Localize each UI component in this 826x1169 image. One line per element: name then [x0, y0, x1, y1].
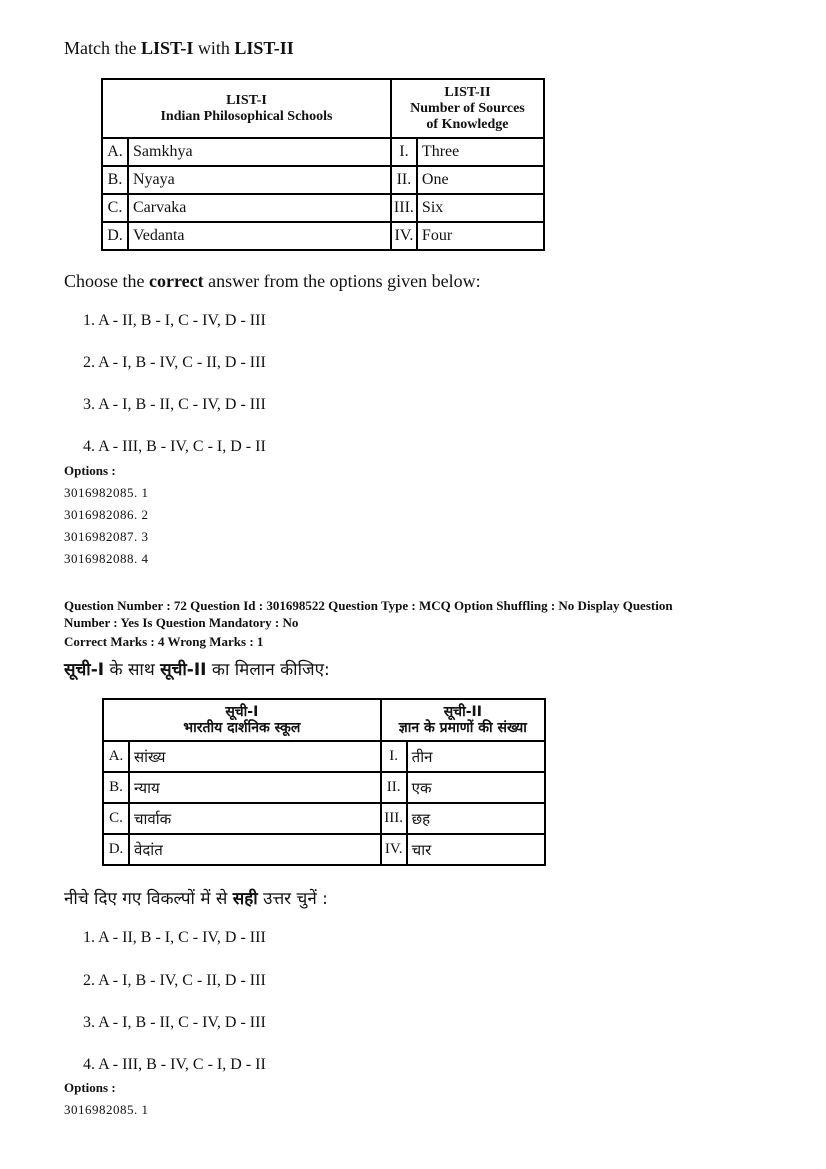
list2-item: Four: [417, 222, 544, 250]
row-numeral: III.: [381, 803, 407, 834]
instruction-text: नीचे दिए गए विकल्पों में से: [64, 889, 233, 909]
table-header-row: [103, 699, 545, 741]
q1-heading-text: Match the: [64, 38, 141, 58]
list1-item: सांख्य: [129, 741, 381, 772]
q2-heading-text: के साथ: [104, 660, 161, 680]
q1-option-id-3: 3016982087. 3: [64, 529, 149, 544]
q2-option-4: 4. A - III, B - IV, C - I, D - II: [83, 1056, 266, 1073]
q1-heading: [64, 38, 294, 59]
q1-heading-text: with: [193, 38, 235, 58]
q2-heading-list2: सूची-II: [160, 660, 207, 680]
row-letter: C.: [102, 194, 128, 222]
list1-header: [103, 699, 381, 741]
list2-header: [391, 79, 544, 138]
q2-option-id-1: 3016982085. 1: [64, 1102, 149, 1117]
list1-item: चार्वाक: [129, 803, 381, 834]
list1-subtitle: Indian Philosophical Schools: [160, 108, 333, 124]
q2-options-label: Options :: [64, 1080, 116, 1095]
q2-heading: [64, 657, 330, 680]
row-letter: A.: [102, 138, 128, 166]
row-letter: D.: [103, 834, 129, 865]
list1-header: [102, 79, 391, 138]
q2-option-2: 2. A - I, B - IV, C - II, D - III: [83, 972, 266, 989]
list1-item: Nyaya: [128, 166, 391, 194]
q1-option-2: 2. A - I, B - IV, C - II, D - III: [83, 354, 266, 371]
q2-heading-text: का मिलान कीजिए:: [206, 660, 330, 680]
list1-title: LIST-I: [226, 92, 267, 108]
row-letter: A.: [103, 741, 129, 772]
instruction-bold: सही: [232, 889, 258, 909]
row-numeral: IV.: [381, 834, 407, 865]
q2-choose-instruction: [64, 886, 328, 909]
q1-match-table: [101, 78, 545, 251]
instruction-text: उत्तर चुनें :: [257, 889, 328, 909]
question-meta-line1: Question Number : 72 Question Id : 301698522 Question Type : MCQ Option Shuffling : No Display Question: [64, 598, 673, 613]
q1-options-label: Options :: [64, 463, 116, 478]
row-numeral: II.: [391, 166, 417, 194]
q1-option-4-clip: [83, 436, 403, 454]
table-row: [103, 741, 545, 772]
list2-item: Three: [417, 138, 544, 166]
list1-title: सूची-I: [225, 704, 259, 720]
row-numeral: I.: [381, 741, 407, 772]
q2-heading-list1: सूची-I: [64, 660, 105, 680]
table-row: [102, 138, 544, 166]
q1-option-id-4: 3016982088. 4: [64, 551, 149, 566]
list1-item: न्याय: [129, 772, 381, 803]
list2-title: LIST-II: [444, 84, 491, 100]
row-numeral: IV.: [391, 222, 417, 250]
instruction-text: answer from the options given below:: [203, 271, 481, 291]
table-row: [103, 834, 545, 865]
row-letter: B.: [102, 166, 128, 194]
table-row: [102, 222, 544, 250]
list2-item: तीन: [407, 741, 545, 772]
list1-item: वेदांत: [129, 834, 381, 865]
q2-option-1: 1. A - II, B - I, C - IV, D - III: [83, 929, 266, 946]
list2-item: Six: [417, 194, 544, 222]
list2-item: One: [417, 166, 544, 194]
row-letter: D.: [102, 222, 128, 250]
list1-item: Samkhya: [128, 138, 391, 166]
list2-title: सूची-II: [443, 704, 482, 720]
table-header-row: [102, 79, 544, 138]
list2-header: [381, 699, 545, 741]
list2-subtitle: Number of Sources: [410, 100, 525, 116]
q1-option-4: 4. A - III, B - IV, C - I, D - II: [83, 438, 266, 454]
row-numeral: III.: [391, 194, 417, 222]
list2-subtitle: ज्ञान के प्रमाणों की संख्या: [398, 720, 527, 736]
q1-option-id-1: 3016982085. 1: [64, 485, 149, 500]
list1-item: Vedanta: [128, 222, 391, 250]
row-numeral: I.: [391, 138, 417, 166]
q1-heading-list2: LIST-II: [234, 38, 294, 58]
q1-heading-list1: LIST-I: [140, 38, 194, 58]
q1-option-1: 1. A - II, B - I, C - IV, D - III: [83, 312, 266, 329]
list2-item: छह: [407, 803, 545, 834]
list2-item: चार: [407, 834, 545, 865]
instruction-text: Choose the: [64, 271, 149, 291]
question-meta-line2: Number : Yes Is Question Mandatory : No: [64, 615, 299, 630]
q1-choose-instruction: [64, 271, 481, 292]
q1-option-3: 3. A - I, B - II, C - IV, D - III: [83, 396, 266, 413]
instruction-bold: correct: [149, 271, 204, 291]
row-letter: C.: [103, 803, 129, 834]
table-row: [103, 803, 545, 834]
question-meta-line3: Correct Marks : 4 Wrong Marks : 1: [64, 634, 264, 649]
list1-item: Carvaka: [128, 194, 391, 222]
list1-subtitle: भारतीय दार्शनिक स्कूल: [183, 720, 301, 736]
q1-option-id-2: 3016982086. 2: [64, 507, 149, 522]
list2-subtitle: of Knowledge: [426, 116, 509, 132]
table-row: [103, 772, 545, 803]
q2-option-3: 3. A - I, B - II, C - IV, D - III: [83, 1014, 266, 1031]
q2-match-table: [102, 698, 546, 866]
table-row: [102, 194, 544, 222]
row-letter: B.: [103, 772, 129, 803]
table-row: [102, 166, 544, 194]
row-numeral: II.: [381, 772, 407, 803]
list2-item: एक: [407, 772, 545, 803]
